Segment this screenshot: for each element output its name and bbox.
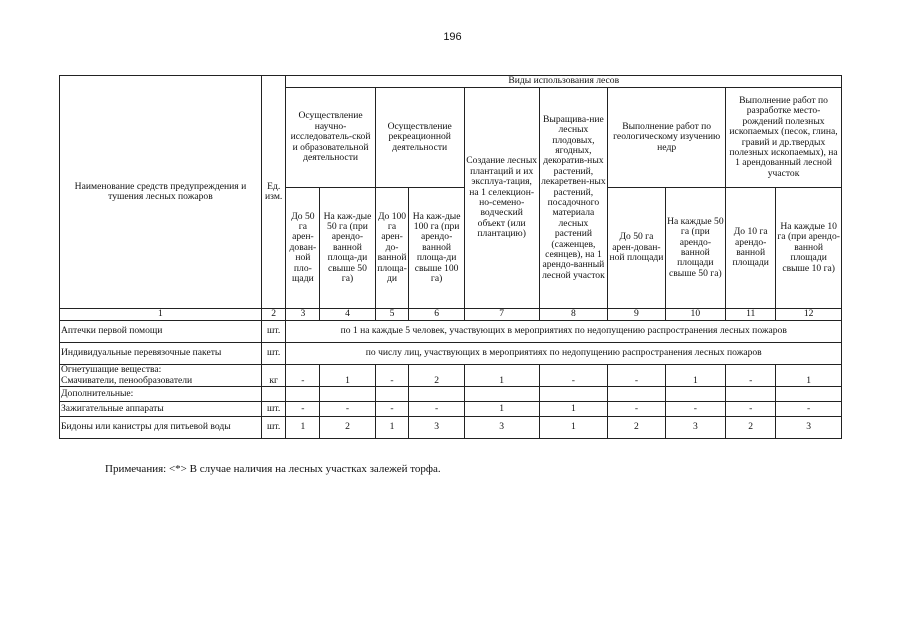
- group-research: Осуществление научно-исследователь-ской и образовательной деятельности: [286, 88, 375, 188]
- col-number: 12: [776, 309, 842, 321]
- row-name: Индивидуальные перевязочные пакеты: [60, 343, 262, 365]
- col-number: 3: [286, 309, 320, 321]
- col-number: 8: [539, 309, 608, 321]
- column-numbers-row: [60, 309, 842, 321]
- table-row: [60, 321, 842, 343]
- cell-value: -: [286, 402, 320, 417]
- cell-value: -: [726, 365, 776, 387]
- cell-value: 1: [539, 417, 608, 439]
- cell-value: -: [608, 365, 665, 387]
- table-row: [60, 402, 842, 417]
- cell-value: 1: [665, 365, 725, 387]
- col-number: 4: [320, 309, 375, 321]
- cell-value: 1: [464, 402, 539, 417]
- table-row: [60, 343, 842, 365]
- cell-value: 2: [726, 417, 776, 439]
- cell-value: 3: [776, 417, 842, 439]
- cell-value: -: [375, 365, 409, 387]
- group-mining: Выполнение работ по разработке место-рождений полезных ископаемых (песок, глина, гравий и др.твердых полезных ископаемых), на 1 арендованный лесной участок: [726, 88, 842, 188]
- table-row: [60, 417, 842, 439]
- cell-value: -: [409, 402, 464, 417]
- cell-value: -: [375, 402, 409, 417]
- row-name: [60, 365, 262, 387]
- cell-value: 3: [409, 417, 464, 439]
- cell-value: -: [776, 402, 842, 417]
- cell-value: -: [320, 402, 375, 417]
- group-growing: Выращива-ние лесных плодовых, ягодных, декоратив-ных растений, лекаретвен-ных растений, посадочного материала лесных растений (саженцев, сеянцев), на 1 арендо-ванный лесной участок: [539, 88, 608, 309]
- footnote: Примечания: <*> В случае наличия на лесных участках залежей торфа.: [105, 463, 441, 475]
- row-name-line: Огнетушащие вещества:: [61, 364, 162, 376]
- sub-col-11: До 10 га арендо-ванной площади: [726, 188, 776, 309]
- cell-value: 3: [464, 417, 539, 439]
- cell-value: 1: [320, 365, 375, 387]
- row-unit: шт.: [261, 417, 286, 439]
- fire-equipment-table: [59, 75, 842, 439]
- header-main-group: Виды использования лесов: [286, 76, 842, 88]
- col-number: 11: [726, 309, 776, 321]
- cell-value: 1: [286, 417, 320, 439]
- cell-value: 3: [665, 417, 725, 439]
- col-number: 9: [608, 309, 665, 321]
- col-number: 7: [464, 309, 539, 321]
- group-recreation: Осуществление рекреационной деятельности: [375, 88, 464, 188]
- cell-value: -: [539, 365, 608, 387]
- row-unit: шт.: [261, 402, 286, 417]
- cell-value: -: [608, 402, 665, 417]
- col-number: 6: [409, 309, 464, 321]
- row-unit: шт.: [261, 321, 286, 343]
- cell-value: 1: [375, 417, 409, 439]
- cell-value: 2: [409, 365, 464, 387]
- row-unit: кг: [261, 365, 286, 387]
- row-name: Зажигательные аппараты: [60, 402, 262, 417]
- col-number: 10: [665, 309, 725, 321]
- page-number: 196: [443, 31, 462, 43]
- row-name: Аптечки первой помощи: [60, 321, 262, 343]
- cell-value: 1: [539, 402, 608, 417]
- sub-col-9: До 50 га арен-дован-ной площади: [608, 188, 665, 309]
- sub-col-12: На каждые 10 га (при арендо-ванной площади свыше 10 га): [776, 188, 842, 309]
- cell-value: -: [665, 402, 725, 417]
- col-number: 2: [261, 309, 286, 321]
- row-name: Бидоны или канистры для питьевой воды: [60, 417, 262, 439]
- sub-col-10: На каждые 50 га (при арендо-ванной площади свыше 50 га): [665, 188, 725, 309]
- table-row: [60, 387, 842, 402]
- cell-value: -: [726, 402, 776, 417]
- cell-value: 2: [320, 417, 375, 439]
- col-number: 1: [60, 309, 262, 321]
- cell-value: 1: [776, 365, 842, 387]
- header-unit: Ед. изм.: [261, 76, 286, 309]
- sub-col-5: До 100 га арен-до-ванной площа-ди: [375, 188, 409, 309]
- table-row: [60, 365, 842, 387]
- cell-value: 2: [608, 417, 665, 439]
- row-span-text: по 1 на каждые 5 человек, участвующих в мероприятиях по недопущению распространения лесных пожаров: [286, 321, 842, 343]
- row-name: Дополнительные:: [60, 387, 262, 402]
- cell-value: 1: [464, 365, 539, 387]
- cell-value: -: [286, 365, 320, 387]
- group-plantations: Создание лесных плантаций и их эксплуа-тация, на 1 селекцион-но-семено-водческий объект (или плантацию): [464, 88, 539, 309]
- row-name-line: Смачиватели, пенообразователи: [61, 374, 193, 386]
- row-span-text: по числу лиц, участвующих в мероприятиях по недопущению распространения лесных пожаров: [286, 343, 842, 365]
- group-geology: Выполнение работ по геологическому изучению недр: [608, 88, 726, 188]
- sub-col-3: До 50 га арен-дован-ной пло-щади: [286, 188, 320, 309]
- header-name: Наименование средств предупреждения и тушения лесных пожаров: [60, 76, 262, 309]
- sub-col-6: На каж-дые 100 га (при арендо-ванной площа-ди свыше 100 га): [409, 188, 464, 309]
- row-unit: шт.: [261, 343, 286, 365]
- sub-col-4: На каж-дые 50 га (при арендо-ванной площа-ди свыше 50 га): [320, 188, 375, 309]
- col-number: 5: [375, 309, 409, 321]
